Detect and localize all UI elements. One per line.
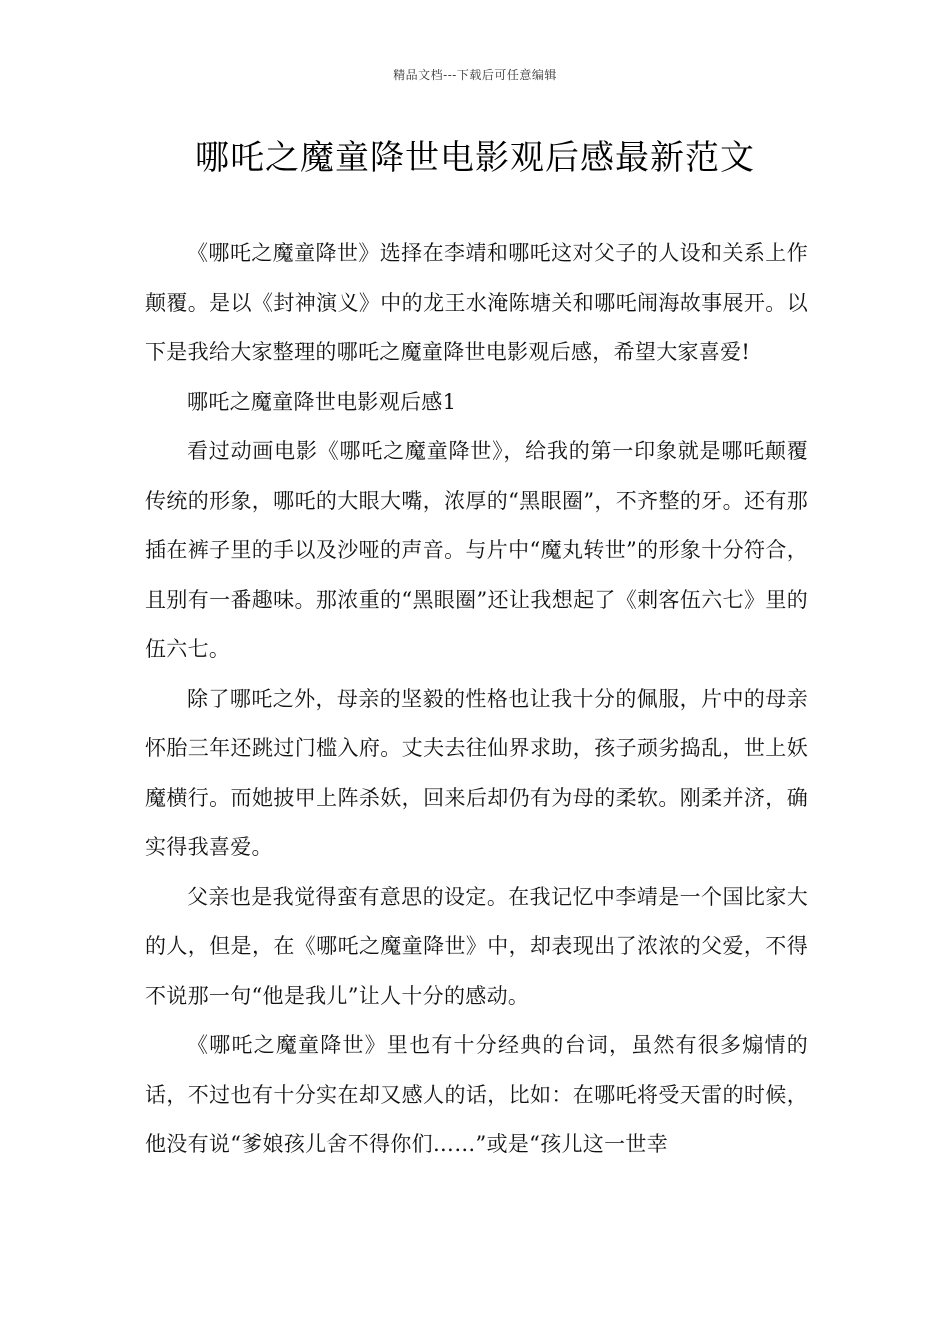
paragraph: 父亲也是我觉得蛮有意思的设定。在我记忆中李靖是一个国比家大的人，但是，在《哪吒之魔童降世》中，却表现出了浓浓的父爱，不得不说那一句“他是我儿”让人十分的感动。 — [145, 884, 808, 1008]
document-body — [145, 229, 808, 1170]
section-heading: 哪吒之魔童降世电影观后感1 — [187, 389, 457, 414]
paragraph: 除了哪吒之外，母亲的坚毅的性格也让我十分的佩服，片中的母亲怀胎三年还跳过门槛入府。丈夫去往仙界求助，孩子顽劣捣乱，世上妖魔横行。而她披甲上阵杀妖，回来后却仍有为母的柔软。刚柔并济，确实得我喜爱。 — [145, 686, 808, 859]
paragraph: 看过动画电影《哪吒之魔童降世》，给我的第一印象就是哪吒颠覆传统的形象，哪吒的大眼大嘴，浓厚的“黑眼圈”，不齐整的牙。还有那插在裤子里的手以及沙哑的声音。与片中“魔丸转世”的形象十分符合，且别有一番趣味。那浓重的“黑眼圈”还让我想起了《刺客伍六七》里的伍六七。 — [145, 439, 808, 661]
paragraph: 《哪吒之魔童降世》里也有十分经典的台词，虽然有很多煽情的话，不过也有十分实在却又感人的话，比如：在哪吒将受天雷的时候，他没有说“爹娘孩儿舍不得你们……”或是“孩儿这一世幸 — [145, 1033, 808, 1156]
paragraph-intro: 《哪吒之魔童降世》选择在李靖和哪吒这对父子的人设和关系上作颠覆。是以《封神演义》中的龙王水淹陈塘关和哪吒闹海故事展开。以下是我给大家整理的哪吒之魔童降世电影观后感，希望大家喜爱! — [145, 241, 808, 364]
document-title: 哪吒之魔童降世电影观后感最新范文 — [195, 138, 755, 178]
header-note: 精品文档---下载后可任意编辑 — [393, 68, 557, 82]
